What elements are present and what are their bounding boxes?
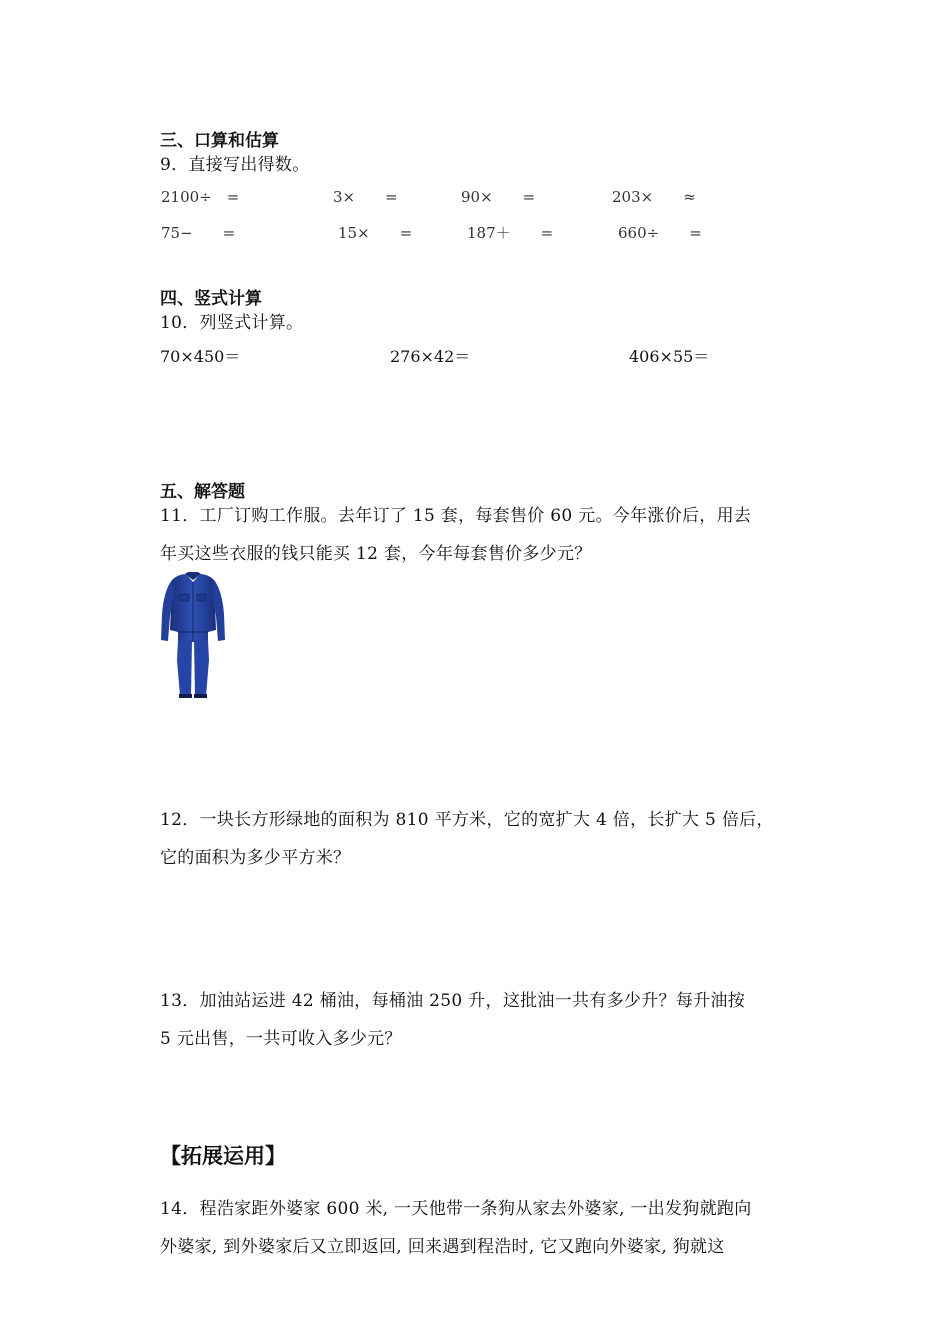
question-11-line2: 年买这些衣服的钱只能买 12 套，今年每套售价多少元？ xyxy=(160,544,592,564)
section3-heading: 三、口算和估算 xyxy=(160,131,279,151)
mental-item-5: 75− = xyxy=(161,224,236,242)
question-13-line1: 13．加油站运进 42 桶油，每桶油 250 升，这批油一共有多少升？每升油按 xyxy=(160,991,746,1011)
question-10: 10．列竖式计算。 xyxy=(160,313,304,333)
extension-heading: 【拓展运用】 xyxy=(160,1144,286,1168)
mental-item-7: 187＋ = xyxy=(467,224,554,242)
question-12-line2: 它的面积为多少平方米？ xyxy=(160,848,351,868)
question-14-line1: 14．程浩家距外婆家 600 米, 一天他带一条狗从家去外婆家, 一出发狗就跑向 xyxy=(160,1199,752,1219)
work-overall-image xyxy=(158,570,228,700)
question-14-line2: 外婆家, 到外婆家后又立即返回, 回来遇到程浩时, 它又跑向外婆家, 狗就这 xyxy=(160,1237,725,1257)
mental-item-8: 660÷ = xyxy=(618,224,702,242)
question-12-line1: 12．一块长方形绿地的面积为 810 平方米，它的宽扩大 4 倍，长扩大 5 倍后， xyxy=(160,810,774,830)
mental-item-6: 15× = xyxy=(338,224,413,242)
question-11-line1: 11．工厂订购工作服。去年订了 15 套，每套售价 60 元。今年涨价后，用去 xyxy=(160,506,752,526)
mental-item-4: 203× ≈ xyxy=(612,188,696,206)
mental-item-2: 3× = xyxy=(333,188,398,206)
vertical-calc-1: 70×450＝ xyxy=(160,347,241,366)
vertical-calc-3: 406×55＝ xyxy=(629,347,710,366)
question-9: 9．直接写出得数。 xyxy=(160,155,310,175)
section4-heading: 四、竖式计算 xyxy=(160,289,262,309)
mental-item-3: 90× = xyxy=(461,188,536,206)
mental-item-1: 2100÷ = xyxy=(161,188,240,206)
section5-heading: 五、解答题 xyxy=(160,482,245,502)
question-13-line2: 5 元出售，一共可收入多少元？ xyxy=(160,1029,402,1049)
vertical-calc-2: 276×42＝ xyxy=(390,347,471,366)
